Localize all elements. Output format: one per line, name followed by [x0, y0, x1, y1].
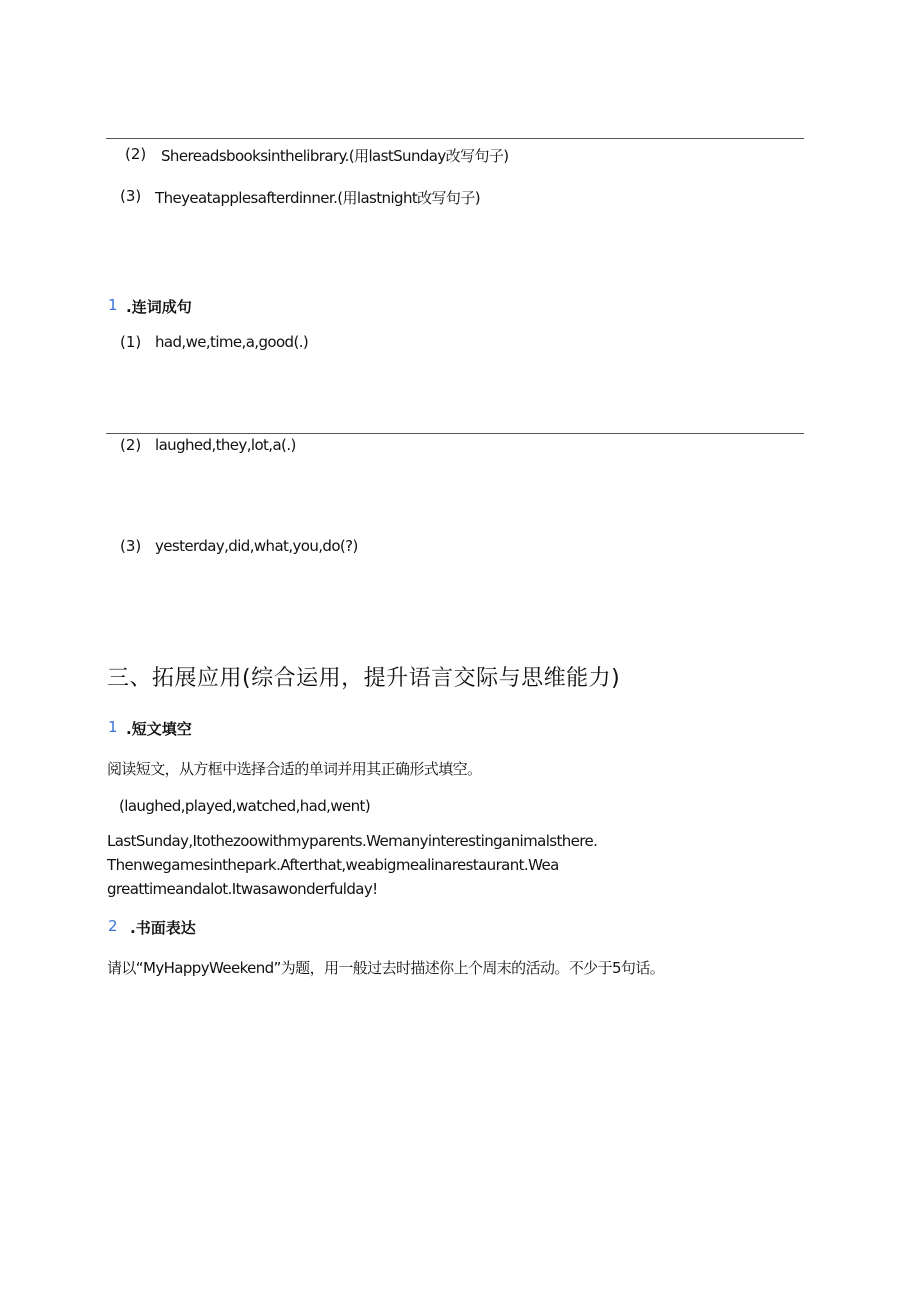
- instruction-text: 请以“MyHappyWeekend”为题，用一般过去时描述你上个周末的活动。不少于5句话。: [107, 959, 665, 977]
- part-heading: 三、拓展应用(综合运用，提升语言交际与思维能力): [107, 666, 621, 691]
- instruction-text: 阅读短文，从方框中选择合适的单词并用其正确形式填空。: [107, 760, 482, 778]
- passage-line: greattimeandalot.Itwasawonderfulday!: [107, 880, 378, 898]
- question-number: (3): [120, 187, 142, 205]
- section-number: 1: [108, 296, 118, 314]
- answer-line: [106, 138, 804, 139]
- section-number: 1: [108, 718, 118, 736]
- answer-line: [106, 433, 804, 434]
- passage-line: LastSunday,Itothezoowithmyparents.Wemanyinterestinganimalsthere.: [107, 832, 598, 850]
- question-text: had,we,time,a,good(.): [155, 333, 309, 351]
- question-text: Shereadsbooksinthelibrary.(用lastSunday改写句子): [161, 147, 509, 165]
- question-text: laughed,they,lot,a(.): [155, 436, 296, 454]
- section-title: .短文填空: [126, 720, 192, 738]
- question-number: (3): [120, 537, 142, 555]
- question-number: (1): [120, 333, 142, 351]
- question-text: yesterday,did,what,you,do(?): [155, 537, 358, 555]
- passage-line: Thenwegamesinthepark.Afterthat,weabigmealinarestaurant.Wea: [107, 856, 559, 874]
- section-title: .书面表达: [130, 919, 196, 937]
- word-box: (laughed,played,watched,had,went): [119, 797, 371, 815]
- question-number: (2): [125, 145, 147, 163]
- section-number: 2: [108, 917, 118, 935]
- question-number: (2): [120, 436, 142, 454]
- section-title: .连词成句: [126, 298, 192, 316]
- question-text: Theyeatapplesafterdinner.(用lastnight改写句子): [155, 189, 480, 207]
